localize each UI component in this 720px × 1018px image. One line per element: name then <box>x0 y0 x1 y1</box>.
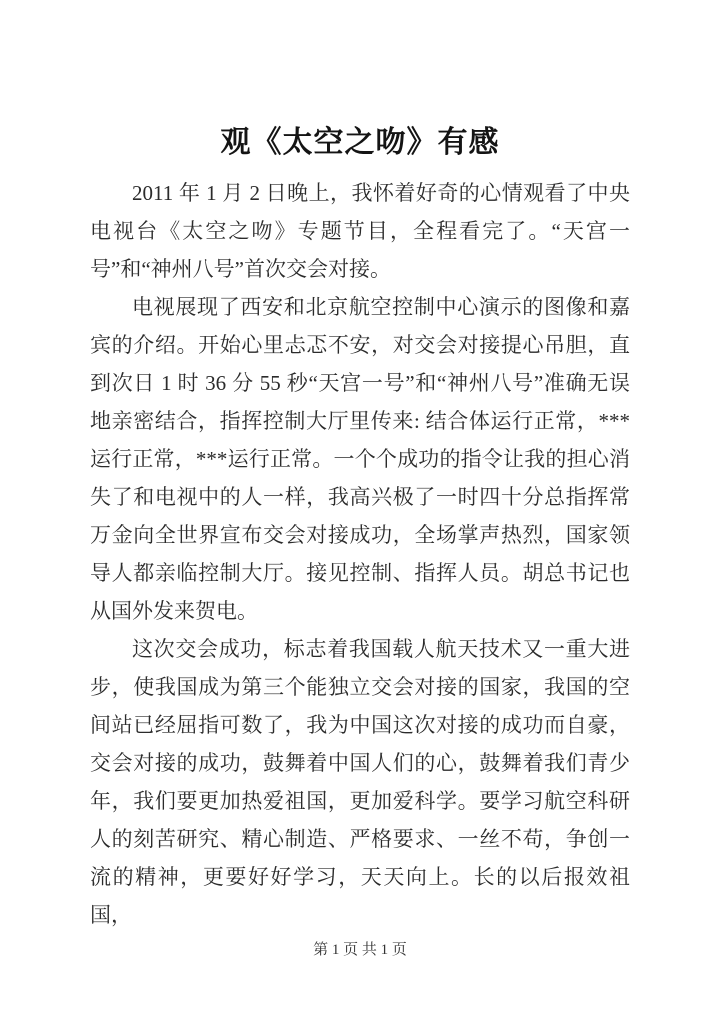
document-content <box>90 122 630 934</box>
paragraph-1: 2011 年 1 月 2 日晚上，我怀着好奇的心情观看了中央电视台《太空之吻》专题节目，全程看完了。“天宫一号”和“神州八号”首次交会对接。 <box>90 181 630 281</box>
page-number-footer: 第 1 页 共 1 页 <box>313 942 407 958</box>
paragraph-3: 这次交会成功，标志着我国载人航天技术又一重大进步，使我国成为第三个能独立交会对接的国家，我国的空间站已经屈指可数了，我为中国这次对接的成功而自豪，交会对接的成功，鼓舞着中国人们的心，鼓舞着我们青少年，我们要更加热爱祖国，更加爱科学。要学习航空科研人的刻苦研究、精心制造、严格要求、一丝不苟，争创一流的精神，更要好好学习，天天向上。长的以后报效祖国， <box>90 637 630 927</box>
paragraph-2: 电视展现了西安和北京航空控制中心演示的图像和嘉宾的介绍。开始心里忐忑不安，对交会对接提心吊胆，直到次日 1 时 36 分 55 秒“天宫一号”和“神州八号”准确无误地亲密结合，指挥控制大厅里传来: 结合体运行正常，***运行正常，***运行正常。一个个成功的指令让我的担心消失了和电视中的人一样，我高兴极了一时四十分总指挥常万金向全世界宣布交会对接成功，全场掌声热烈，国家领导人都亲临控制大厅。接见控制、指挥人员。胡总书记也从国外发来贺电。 <box>90 295 630 623</box>
document-title: 观《太空之吻》有感 <box>220 126 500 159</box>
